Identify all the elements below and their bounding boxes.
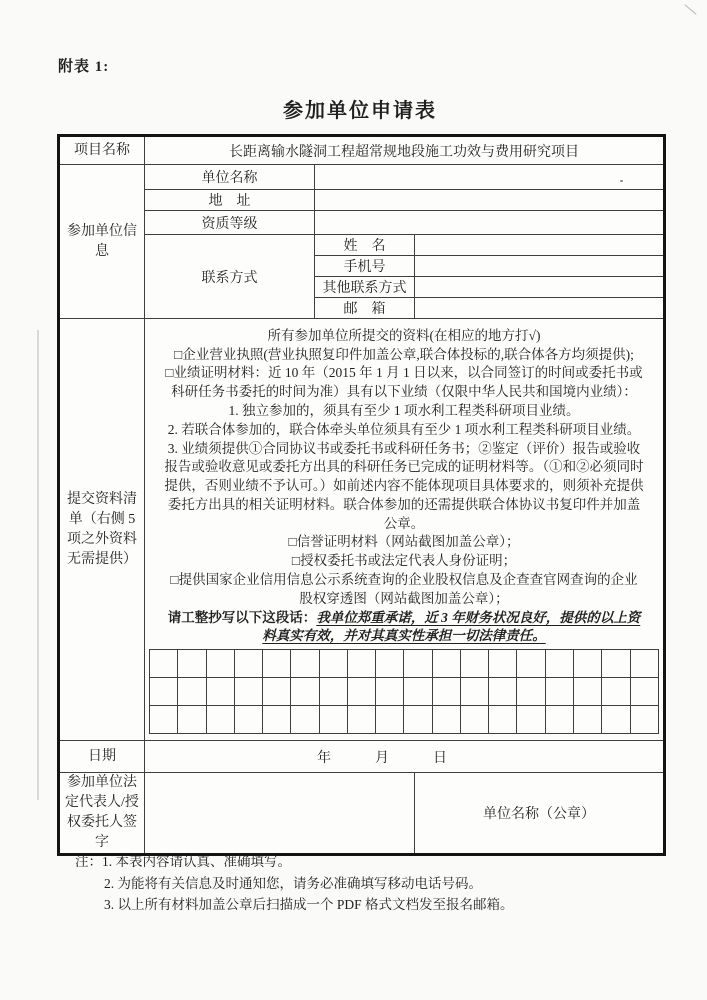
page-title: 参加单位申请表	[283, 100, 437, 122]
writing-grid-cell	[630, 678, 658, 706]
writing-grid-cell	[347, 706, 375, 734]
contact-name-label: 姓 名	[315, 235, 415, 256]
day-label: 日	[433, 750, 447, 766]
checklist-line-checkbox: □信誉证明材料（网站截图加盖公章）；	[288, 534, 520, 550]
writing-grid-cell	[573, 706, 601, 734]
writing-grid-cell	[489, 650, 517, 678]
mobile-label: 手机号	[315, 256, 415, 277]
table-row	[59, 741, 665, 773]
writing-grid-cell	[234, 678, 262, 706]
writing-grid-cell	[150, 650, 178, 678]
checklist-line: 公章。	[383, 515, 425, 531]
writing-grid-cell	[545, 650, 573, 678]
writing-grid-cell	[150, 706, 178, 734]
statement-underlined-text: 料真实有效，并对其真实性承担一切法律责任。	[262, 628, 546, 644]
writing-grid-row	[150, 650, 659, 678]
checklist-line: 所有参加单位所提交的资料(在相应的地方打√)	[267, 327, 541, 343]
table-row	[59, 211, 665, 235]
table-row	[59, 165, 665, 190]
writing-grid-cell	[460, 650, 488, 678]
checklist-line: 1. 独立参加的，须具有至少 1 项水利工程类科研项目业绩。	[228, 402, 580, 418]
writing-grid-cell	[234, 650, 262, 678]
statement-prefix: 请工整抄写以下这段话：	[167, 609, 317, 625]
writing-grid-cell	[573, 650, 601, 678]
writing-grid-cell	[545, 678, 573, 706]
checklist-line-checkbox: □企业营业执照(营业执照复印件加盖公章,联合体投标的,联合体各方均须提供);	[174, 346, 634, 362]
writing-grid-cell	[319, 650, 347, 678]
unit-seal-label: 单位名称（公章）	[415, 773, 665, 855]
writing-grid-cell	[517, 706, 545, 734]
checklist-text	[149, 325, 659, 647]
writing-grid-cell	[460, 678, 488, 706]
table-row	[59, 190, 665, 211]
signature-section-label: 参加单位法定代表人/授权委托人签字	[59, 773, 145, 855]
note-line	[75, 873, 655, 895]
qualification-label: 资质等级	[145, 211, 315, 235]
other-contact-label: 其他联系方式	[315, 277, 415, 298]
writing-grid-cell	[376, 650, 404, 678]
writing-grid-cell	[347, 650, 375, 678]
writing-grid-cell	[319, 706, 347, 734]
writing-grid-cell	[602, 678, 630, 706]
email-value	[415, 298, 665, 319]
table-row	[59, 773, 665, 855]
unit-name-value	[315, 165, 665, 190]
mobile-value	[415, 256, 665, 277]
writing-grid-cell	[376, 678, 404, 706]
application-form-table	[57, 134, 666, 856]
writing-grid-cell	[489, 678, 517, 706]
scan-edge-artifact	[37, 330, 39, 800]
scan-corner-artifact	[684, 4, 696, 14]
writing-grid-cell	[432, 650, 460, 678]
note-line	[75, 894, 655, 916]
writing-grid-cell	[602, 706, 630, 734]
writing-grid-cell	[432, 706, 460, 734]
writing-grid-cell	[291, 650, 319, 678]
date-label: 日期	[59, 741, 145, 773]
note-item: 2. 为能将有关信息及时通知您，请务必准确填写移动电话号码。	[104, 875, 482, 891]
writing-grid-cell	[150, 678, 178, 706]
writing-grid-cell	[291, 678, 319, 706]
writing-grid-cell	[460, 706, 488, 734]
writing-grid-cell	[404, 650, 432, 678]
writing-grid-cell	[206, 650, 234, 678]
address-label: 地 址	[145, 190, 315, 211]
contact-name-value	[415, 235, 665, 256]
writing-grid-cell	[489, 706, 517, 734]
writing-grid-cell	[319, 678, 347, 706]
note-item: 3. 以上所有材料加盖公章后扫描成一个 PDF 格式文档发至报名邮箱。	[104, 897, 514, 912]
writing-grid	[149, 649, 659, 734]
writing-grid-cell	[432, 678, 460, 706]
checklist-line-checkbox: □业绩证明材料：近 10 年（2015 年 1 月 1 日以来，以合同签订的时间或委托书或	[165, 365, 643, 381]
writing-grid-cell	[291, 706, 319, 734]
writing-grid-cell	[602, 650, 630, 678]
writing-grid-cell	[517, 650, 545, 678]
statement-line-2	[154, 627, 654, 646]
date-value-cell	[145, 741, 665, 773]
writing-grid-cell	[404, 706, 432, 734]
writing-grid-cell	[206, 678, 234, 706]
checklist-line-checkbox: □提供国家企业信用信息公示系统查询的企业股权信息及企查查官网查询的企业	[170, 572, 638, 588]
signature-value-cell	[145, 773, 415, 855]
checklist-content-cell	[145, 319, 665, 741]
writing-grid-cell	[178, 678, 206, 706]
contact-section-label: 联系方式	[145, 235, 315, 319]
other-contact-value	[415, 277, 665, 298]
address-value	[315, 190, 665, 211]
writing-grid-row	[150, 678, 659, 706]
checklist-line: 报告或验收意见或委托方出具的科研任务已完成的证明材料等。（①和②必须同时	[164, 459, 644, 475]
writing-grid-cell	[517, 678, 545, 706]
unit-info-section-label: 参加单位信息	[59, 165, 145, 319]
statement-underlined-text: 我单位郑重承诺，近 3 年财务状况良好，提供的以上资	[316, 609, 641, 625]
writing-grid-cell	[263, 650, 291, 678]
scan-speckle-artifact	[620, 180, 623, 182]
checklist-line: 提供，否则业绩不予认可。）如前述内容不能体现项目具体要求的，则须补充提供	[164, 478, 644, 494]
checklist-line: 委托方出具的相关证明材料。联合体参加的还需提供联合体协议书复印件并加盖	[167, 496, 641, 512]
writing-grid-cell	[263, 706, 291, 734]
table-row	[59, 319, 665, 741]
writing-grid-cell	[206, 706, 234, 734]
writing-grid-row	[150, 706, 659, 734]
writing-grid-cell	[178, 706, 206, 734]
unit-name-label: 单位名称	[145, 165, 315, 190]
footnotes	[75, 851, 655, 916]
writing-grid-cell	[545, 706, 573, 734]
checklist-section-label: 提交资料清单（右侧 5 项之外资料无需提供）	[59, 319, 145, 741]
qualification-value	[315, 211, 665, 235]
writing-grid-cell	[573, 678, 601, 706]
table-row	[59, 136, 665, 165]
writing-grid-cell	[630, 650, 658, 678]
checklist-line: 2. 若联合体参加的，联合体牵头单位须具有至少 1 项水利工程类科研项目业绩。	[167, 421, 641, 437]
writing-grid-cell	[178, 650, 206, 678]
email-label: 邮 箱	[315, 298, 415, 319]
note-line	[75, 851, 655, 873]
writing-grid-cell	[347, 678, 375, 706]
checklist-line: 科研任务书委托的时间为准）具有以下业绩（仅限中华人民共和国境内业绩）：	[171, 384, 637, 400]
checklist-line: 3. 业绩须提供①合同协议书或委托书或科研任务书；②鉴定（评价）报告或验收	[167, 440, 641, 456]
statement-line-1	[154, 609, 654, 628]
year-label: 年	[317, 750, 331, 766]
table-row	[59, 235, 665, 256]
month-label: 月	[375, 750, 389, 766]
note-prefix: 注：	[75, 854, 102, 869]
writing-grid-cell	[630, 706, 658, 734]
writing-grid-cell	[263, 678, 291, 706]
note-item: 1. 本表内容请认真、准确填写。	[102, 854, 291, 869]
checklist-line-checkbox: □授权委托书或法定代表人身份证明；	[291, 553, 517, 569]
writing-grid-cell	[376, 706, 404, 734]
writing-grid-cell	[404, 678, 432, 706]
checklist-line: 股权穿透图（网站截图加盖公章）；	[299, 590, 509, 606]
project-name-label: 项目名称	[59, 136, 145, 165]
project-name-value: 长距离输水隧洞工程超常规地段施工功效与费用研究项目	[145, 136, 665, 165]
annex-label: 附表 1:	[58, 59, 110, 75]
writing-grid-cell	[234, 706, 262, 734]
